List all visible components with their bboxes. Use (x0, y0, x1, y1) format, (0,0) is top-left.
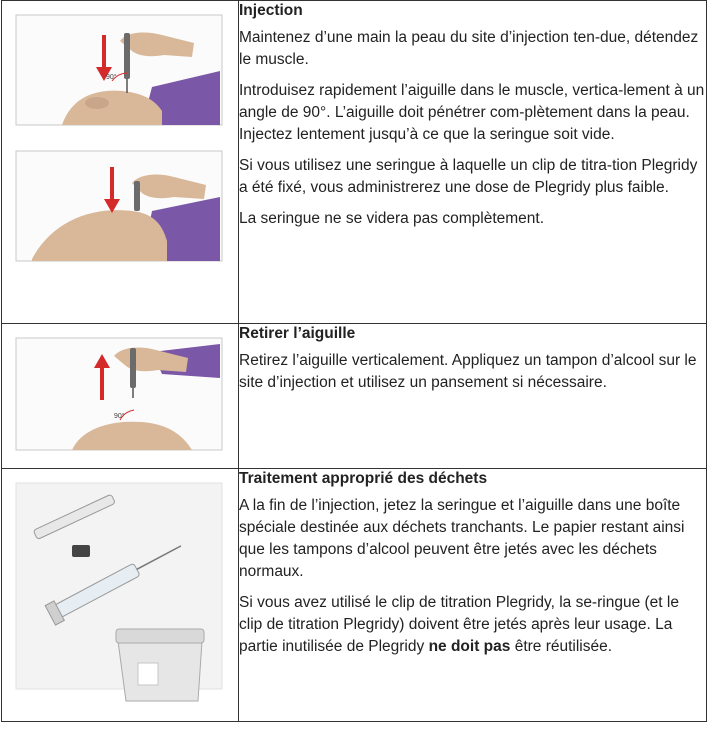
disposal-warning-bold: ne doit pas (428, 638, 511, 655)
disposal-paragraph: A la fin de l’injection, jetez la seringue et l’aiguille dans une boîte spéciale destinée aux déchets tranchants. Le papier restant ainsi que les tampons d’alcool peuvent être jetés avec les déchets normaux. (239, 497, 685, 580)
disposal-text (239, 469, 707, 722)
angle-label: 90° (114, 413, 125, 420)
injection-illustrations (2, 1, 239, 324)
instructions-table (1, 0, 707, 722)
disposal-illustration (2, 469, 238, 721)
remove-needle-text (239, 324, 707, 469)
disposal-paragraph-with-bold (239, 592, 706, 658)
injection-paragraph: Maintenez d’une main la peau du site d’injection ten-due, détendez le muscle. (239, 29, 699, 68)
step-row-disposal (2, 469, 707, 722)
injection-paragraph: Introduisez rapidement l’aiguille dans le muscle, vertica-lement à un angle de 90°. L’aiguille doit pénétrer com-plètement dans la peau. Injectez lentement jusqu’à ce que la seringue soit vide. (239, 82, 705, 143)
step-title-remove-needle: Retirer l’aiguille (239, 325, 356, 342)
angle-label: 90° (106, 74, 117, 81)
injection-illustration (2, 1, 238, 323)
remove-needle-illustration-cell (2, 324, 239, 469)
step-row-injection (2, 1, 707, 324)
injection-text (239, 1, 707, 324)
remove-needle-illustration (2, 324, 238, 468)
remove-needle-paragraph: Retirez l’aiguille verticalement. Appliquez un tampon d’alcool sur le site d’injection et utilisez un pansement si nécessaire. (239, 352, 697, 391)
disposal-paragraph-text: Si vous avez utilisé le clip de titration Plegridy, la se-ringue (et le clip de titration Plegridy) doivent être jetés après leur usage. La partie inutilisée de Plegridy (239, 594, 679, 655)
disposal-paragraph-text-end: être réutilisée. (510, 638, 613, 655)
step-row-remove-needle (2, 324, 707, 469)
step-title-injection: Injection (239, 2, 303, 19)
disposal-illustration-cell (2, 469, 239, 722)
step-title-disposal: Traitement approprié des déchets (239, 470, 488, 487)
injection-paragraph: La seringue ne se videra pas complètement. (239, 210, 545, 227)
injection-paragraph: Si vous utilisez une seringue à laquelle un clip de titra-tion Plegridy a été fixé, vous administrerez une dose de Plegridy plus faible. (239, 157, 698, 196)
